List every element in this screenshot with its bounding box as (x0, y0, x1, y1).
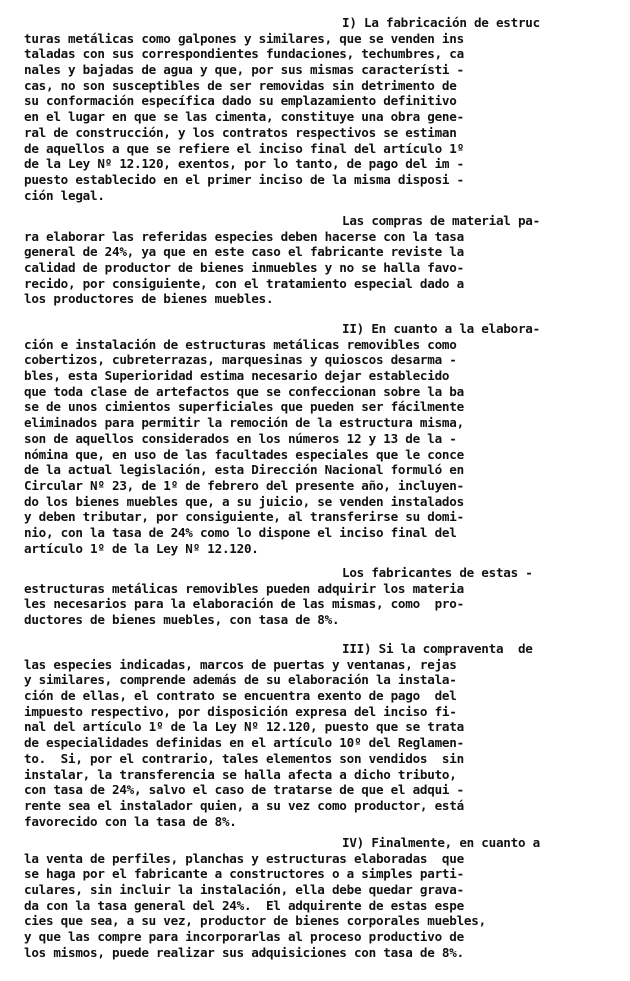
text-line: general de 24%, ya que en este caso el fabricante reviste la (24, 244, 464, 260)
text-line: los mismos, puede realizar sus adquisiciones con tasa de 8%. (24, 944, 464, 960)
text-line: nómina que, en uso de las facultades especiales que le conce (24, 446, 464, 462)
text-line: ral de construcción, y los contratos respectivos se estiman (24, 124, 457, 140)
text-line: to. Si, por el contrario, tales elementos son vendidos sin (24, 750, 464, 766)
text-line: de la actual legislación, esta Dirección Nacional formuló en (24, 462, 464, 478)
text-line: las especies indicadas, marcos de puertas y ventanas, rejas (24, 656, 457, 672)
text-line: puesto establecido en el primer inciso de la misma disposi - (24, 171, 464, 187)
paragraph-1 (24, 15, 610, 203)
text-line: Circular Nº 23, de 1º de febrero del presente año, incluyen- (24, 477, 464, 493)
text-line: de aquellos a que se refiere el inciso final del artículo 1º (24, 140, 464, 156)
text-line: ra elaborar las referidas especies deben hacerse con la tasa (24, 228, 464, 244)
text-line: que toda clase de artefactos que se confeccionan sobre la ba (24, 383, 464, 399)
text-line: su conformación específica dado su emplazamiento definitivo (24, 93, 457, 109)
text-line: eliminados para permitir la remoción de la estructura misma, (24, 415, 464, 431)
text-line: de la Ley Nº 12.120, exentos, por lo tanto, de pago del im - (24, 156, 464, 172)
text-line: ción legal. (24, 187, 105, 203)
text-line: II) En cuanto a la elabora- (342, 321, 540, 336)
text-line: nal del artículo 1º de la Ley Nº 12.120, puesto que se trata (24, 719, 464, 735)
text-line: taladas con sus correspondientes fundaciones, techumbres, ca (24, 46, 464, 62)
text-line: nio, con la tasa de 24% como lo dispone el inciso final del (24, 524, 457, 540)
text-line: son de aquellos considerados en los números 12 y 13 de la - (24, 430, 457, 446)
text-line: se de unos cimientos superficiales que pueden ser fácilmente (24, 399, 464, 415)
text-line: y deben tributar, por consiguiente, al transferirse su domi- (24, 509, 464, 525)
text-line: calidad de productor de bienes inmuebles y no se halla favo- (24, 260, 464, 276)
paragraph-3 (24, 321, 610, 556)
text-line: ductores de bienes muebles, con tasa de 8%. (24, 612, 340, 628)
text-line: instalar, la transferencia se halla afecta a dicho tributo, (24, 766, 457, 782)
text-line: de especialidades definidas en el artículo 10º del Reglamen- (24, 735, 464, 751)
text-line: cas, no son susceptibles de ser removidas sin detrimento de (24, 77, 457, 93)
text-line: do los bienes muebles que, a su juicio, se venden instalados (24, 493, 464, 509)
text-line: ción de ellas, el contrato se encuentra exento de pago del (24, 688, 457, 704)
text-line: cies que sea, a su vez, productor de bienes corporales muebles, (24, 913, 486, 929)
text-line: nales y bajadas de agua y que, por sus mismas característi - (24, 62, 464, 78)
text-line: IV) Finalmente, en cuanto a (342, 835, 540, 850)
paragraph-4 (24, 565, 610, 628)
text-line: ción e instalación de estructuras metálicas removibles como (24, 336, 457, 352)
text-line: les necesarios para la elaboración de las mismas, como pro- (24, 596, 464, 612)
text-line: estructuras metálicas removibles pueden adquirir los materia (24, 580, 464, 596)
text-line: se haga por el fabricante a constructores o a simples parti- (24, 866, 464, 882)
text-line: la venta de perfiles, planchas y estructuras elaboradas que (24, 850, 464, 866)
text-line: favorecido con la tasa de 8%. (24, 813, 237, 829)
paragraph-6 (24, 835, 610, 961)
text-line: los productores de bienes muebles. (24, 291, 274, 307)
text-line: Las compras de material pa- (342, 213, 540, 228)
text-line: artículo 1º de la Ley Nº 12.120. (24, 540, 259, 556)
text-line: en el lugar en que se las cimenta, constituye una obra gene- (24, 109, 464, 125)
text-line: rente sea el instalador quien, a su vez como productor, está (24, 797, 464, 813)
text-line: da con la tasa general del 24%. El adquirente de estas espe (24, 897, 464, 913)
text-line: turas metálicas como galpones y similares, que se venden ins (24, 30, 464, 46)
text-line: con tasa de 24%, salvo el caso de tratarse de que el adqui - (24, 782, 464, 798)
text-line: culares, sin incluir la instalación, ella debe quedar grava- (24, 882, 464, 898)
text-line: impuesto respectivo, por disposición expresa del inciso fi- (24, 703, 457, 719)
text-line: recido, por consiguiente, con el tratamiento especial dado a (24, 275, 464, 291)
text-line: bles, esta Superioridad estima necesario dejar establecido (24, 368, 450, 384)
text-line: y similares, comprende además de su elaboración la instala- (24, 672, 457, 688)
paragraph-5 (24, 641, 610, 829)
text-line: y que las compre para incorporarlas al proceso productivo de (24, 929, 464, 945)
text-line: I) La fabricación de estruc (342, 15, 540, 30)
text-line: Los fabricantes de estas - (342, 565, 533, 580)
paragraph-2 (24, 213, 610, 307)
text-line: III) Si la compraventa de (342, 641, 533, 656)
text-line: cobertizos, cubreterrazas, marquesinas y quioscos desarma - (24, 352, 457, 368)
